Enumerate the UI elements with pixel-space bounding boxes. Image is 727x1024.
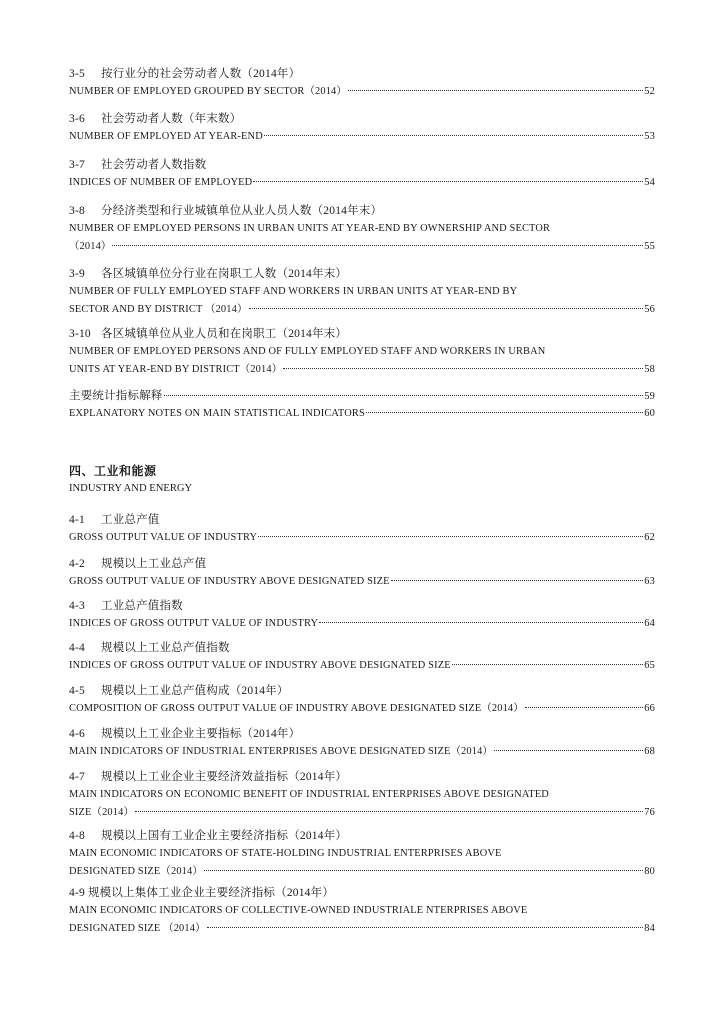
dot-leader bbox=[204, 870, 643, 871]
dot-leader bbox=[249, 308, 644, 309]
toc-entry-3-9[interactable] bbox=[69, 266, 655, 319]
dot-leader bbox=[207, 927, 644, 928]
toc-entry-4-3[interactable] bbox=[69, 598, 655, 633]
notes-title-cn: 主要统计指标解释 bbox=[69, 390, 163, 402]
page-number: 66 bbox=[644, 703, 655, 714]
toc-entry-notes[interactable] bbox=[69, 388, 655, 423]
entry-number: 3-10 bbox=[69, 328, 91, 340]
page-number: 63 bbox=[644, 576, 655, 587]
entry-number: 4-3 bbox=[69, 600, 85, 612]
toc-entry-4-1[interactable] bbox=[69, 512, 655, 547]
page-number: 80 bbox=[644, 866, 655, 877]
entry-title-cn: 工业总产值 bbox=[101, 514, 160, 526]
entry-title-en-cont: DESIGNATED SIZE（2014） bbox=[69, 866, 203, 877]
dot-leader bbox=[319, 622, 643, 623]
page-number: 60 bbox=[644, 408, 655, 419]
toc-entry-4-5[interactable] bbox=[69, 683, 655, 718]
dot-leader bbox=[525, 707, 643, 708]
entry-title-cn: 各区城镇单位从业人员和在岗职工（2014年末） bbox=[101, 328, 348, 340]
entry-title-cn: 工业总产值指数 bbox=[101, 600, 183, 612]
entry-title-cn: 规模以上工业企业主要经济效益指标（2014年） bbox=[101, 771, 348, 783]
dot-leader bbox=[283, 368, 643, 369]
page-number: 55 bbox=[644, 241, 655, 252]
page-number: 64 bbox=[644, 618, 655, 629]
entry-title-cn: 按行业分的社会劳动者人数（2014年） bbox=[101, 68, 301, 80]
entry-title-en: INDICES OF NUMBER OF EMPLOYED bbox=[69, 177, 253, 188]
section-title-cn: 四、工业和能源 bbox=[69, 464, 157, 478]
page-number: 54 bbox=[644, 177, 655, 188]
entry-title-cn: 规模以上工业总产值指数 bbox=[101, 642, 230, 654]
entry-title-cn: 规模以上工业总产值构成（2014年） bbox=[101, 685, 289, 697]
entry-title-en: COMPOSITION OF GROSS OUTPUT VALUE OF INDUSTRY ABOVE DESIGNATED SIZE（2014） bbox=[69, 703, 524, 714]
entry-number: 3-8 bbox=[69, 205, 85, 217]
section-heading bbox=[69, 462, 655, 498]
toc-entry-4-2[interactable] bbox=[69, 556, 655, 591]
page-number: 52 bbox=[644, 86, 655, 97]
entry-title-en-cont: UNITS AT YEAR-END BY DISTRICT（2014） bbox=[69, 364, 283, 375]
page-number: 59 bbox=[644, 391, 655, 402]
entry-number: 3-5 bbox=[69, 68, 85, 80]
entry-title-en: MAIN INDICATORS ON ECONOMIC BENEFIT OF INDUSTRIAL ENTERPRISES ABOVE DESIGNATED bbox=[69, 789, 549, 800]
entry-title-en-cont: （2014） bbox=[69, 241, 112, 252]
page-number: 68 bbox=[644, 746, 655, 757]
entry-number: 3-7 bbox=[69, 159, 85, 171]
page-number: 56 bbox=[644, 304, 655, 315]
entry-title-cn: 各区城镇单位分行业在岗职工人数（2014年末） bbox=[101, 268, 348, 280]
entry-number: 4-1 bbox=[69, 514, 85, 526]
section-title-en: INDUSTRY AND ENERGY bbox=[69, 483, 193, 494]
entry-number: 4-7 bbox=[69, 771, 85, 783]
entry-title-en: NUMBER OF FULLY EMPLOYED STAFF AND WORKERS IN URBAN UNITS AT YEAR-END BY bbox=[69, 286, 518, 297]
entry-number: 3-9 bbox=[69, 268, 85, 280]
dot-leader bbox=[452, 664, 644, 665]
page-number: 76 bbox=[644, 807, 655, 818]
toc-entry-3-8[interactable] bbox=[69, 203, 655, 256]
entry-title-en-cont: SIZE（2014） bbox=[69, 807, 134, 818]
entry-title-en: GROSS OUTPUT VALUE OF INDUSTRY bbox=[69, 532, 258, 543]
dot-leader bbox=[253, 181, 643, 182]
entry-title-en: MAIN ECONOMIC INDICATORS OF COLLECTIVE-OWNED INDUSTRIALE NTERPRISES ABOVE bbox=[69, 905, 528, 916]
entry-title-en: MAIN ECONOMIC INDICATORS OF STATE-HOLDING INDUSTRIAL ENTERPRISES ABOVE bbox=[69, 848, 502, 859]
entry-number: 3-6 bbox=[69, 113, 85, 125]
toc-entry-4-6[interactable] bbox=[69, 726, 655, 761]
dot-leader bbox=[264, 135, 643, 136]
dot-leader bbox=[391, 580, 644, 581]
entry-title-cn: 社会劳动者人数指数 bbox=[101, 159, 207, 171]
dot-leader bbox=[348, 90, 643, 91]
toc-entry-4-4[interactable] bbox=[69, 640, 655, 675]
dot-leader bbox=[164, 395, 644, 396]
dot-leader bbox=[366, 412, 643, 413]
entry-number: 4-6 bbox=[69, 728, 85, 740]
entry-title-en-cont: DESIGNATED SIZE （2014） bbox=[69, 923, 206, 934]
entry-title-cn: 分经济类型和行业城镇单位从业人员人数（2014年末） bbox=[101, 205, 383, 217]
entry-title-en: NUMBER OF EMPLOYED AT YEAR-END bbox=[69, 131, 263, 142]
dot-leader bbox=[112, 245, 643, 246]
toc-entry-3-5[interactable] bbox=[69, 66, 655, 101]
dot-leader bbox=[135, 811, 643, 812]
entry-number: 4-4 bbox=[69, 642, 85, 654]
entry-title-cn: 规模以上工业总产值 bbox=[101, 558, 207, 570]
page-number: 58 bbox=[644, 364, 655, 375]
entry-number: 4-2 bbox=[69, 558, 85, 570]
page-number: 62 bbox=[644, 532, 655, 543]
toc-entry-3-7[interactable] bbox=[69, 157, 655, 192]
entry-title-en: NUMBER OF EMPLOYED PERSONS AND OF FULLY EMPLOYED STAFF AND WORKERS IN URBAN bbox=[69, 346, 546, 357]
entry-number: 4-8 bbox=[69, 830, 85, 842]
toc-entry-3-10[interactable] bbox=[69, 326, 655, 379]
entry-number: 4-9 bbox=[69, 887, 85, 899]
toc-entry-4-8[interactable] bbox=[69, 828, 655, 881]
entry-number: 4-5 bbox=[69, 685, 85, 697]
toc-entry-3-6[interactable] bbox=[69, 111, 655, 146]
page-number: 84 bbox=[644, 923, 655, 934]
entry-title-cn: 规模以上国有工业企业主要经济指标（2014年） bbox=[101, 830, 348, 842]
entry-title-cn: 规模以上工业企业主要指标（2014年） bbox=[101, 728, 301, 740]
entry-title-cn: 规模以上集体工业企业主要经济指标（2014年） bbox=[87, 887, 335, 899]
entry-title-en: GROSS OUTPUT VALUE OF INDUSTRY ABOVE DESIGNATED SIZE bbox=[69, 576, 390, 587]
entry-title-en: NUMBER OF EMPLOYED PERSONS IN URBAN UNITS AT YEAR-END BY OWNERSHIP AND SECTOR bbox=[69, 223, 551, 234]
notes-title-en: EXPLANATORY NOTES ON MAIN STATISTICAL INDICATORS bbox=[69, 408, 365, 419]
page-number: 53 bbox=[644, 131, 655, 142]
entry-title-en: MAIN INDICATORS OF INDUSTRIAL ENTERPRISES ABOVE DESIGNATED SIZE（2014） bbox=[69, 746, 493, 757]
page-number: 65 bbox=[644, 660, 655, 671]
entry-title-cn: 社会劳动者人数（年末数） bbox=[101, 113, 242, 125]
toc-entry-4-9[interactable] bbox=[69, 885, 655, 938]
entry-title-en-cont: SECTOR AND BY DISTRICT （2014） bbox=[69, 304, 248, 315]
dot-leader bbox=[258, 536, 643, 537]
toc-entry-4-7[interactable] bbox=[69, 769, 655, 822]
entry-title-en: INDICES OF GROSS OUTPUT VALUE OF INDUSTRY bbox=[69, 618, 319, 629]
entry-title-en: INDICES OF GROSS OUTPUT VALUE OF INDUSTRY ABOVE DESIGNATED SIZE bbox=[69, 660, 451, 671]
entry-title-en: NUMBER OF EMPLOYED GROUPED BY SECTOR（2014） bbox=[69, 86, 347, 97]
dot-leader bbox=[494, 750, 643, 751]
